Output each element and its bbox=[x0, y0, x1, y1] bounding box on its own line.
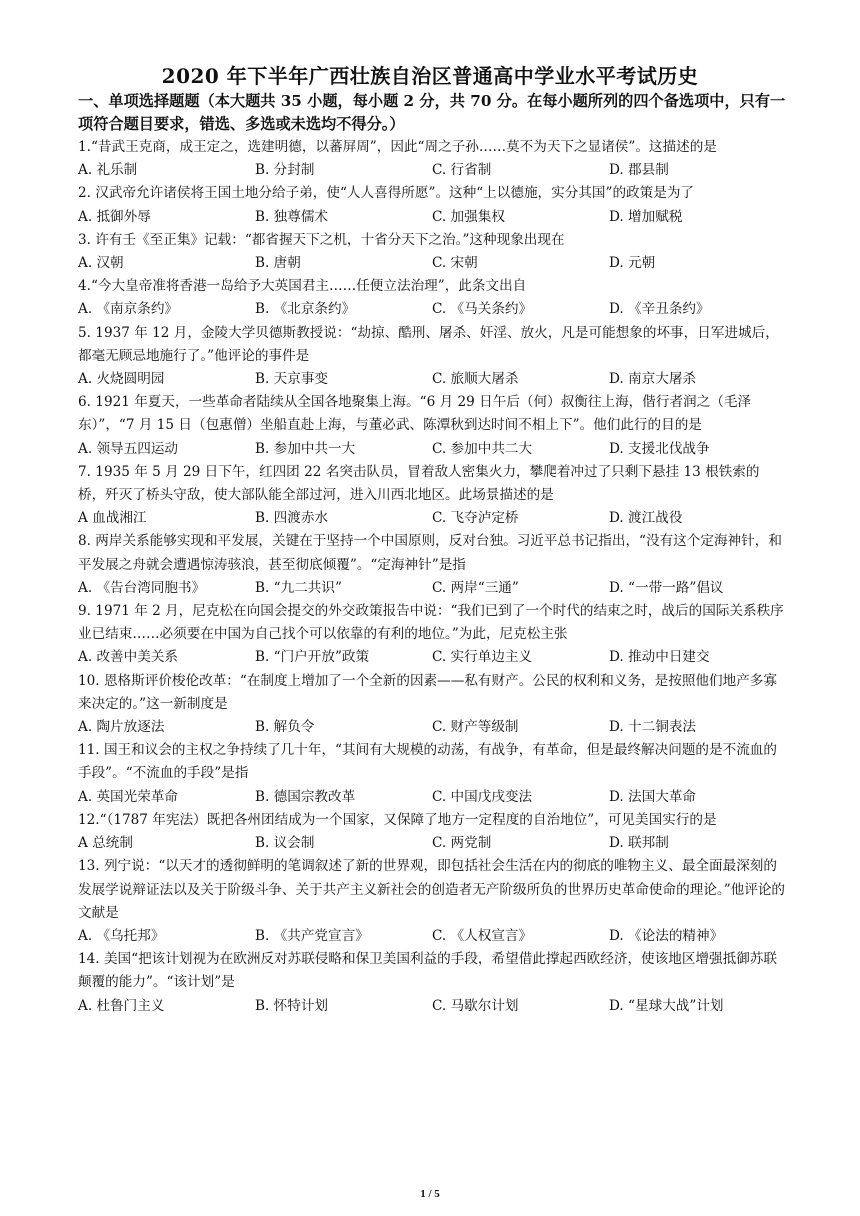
answer-options bbox=[78, 925, 786, 948]
option-c: C. 参加中共二大 bbox=[432, 440, 533, 457]
questions bbox=[78, 136, 786, 1018]
option-b: B. 四渡赤水 bbox=[255, 510, 329, 527]
page-number: 1 / 5 bbox=[420, 1188, 440, 1200]
question-stem: 12.“（1787 年宪法）既把各州团结成为一个国家，又保障了地方一定程度的自治地位”，可见美国实行的是 bbox=[78, 811, 717, 828]
question-13 bbox=[78, 855, 786, 948]
option-d: D. 推动中日建交 bbox=[609, 649, 710, 666]
question-9 bbox=[78, 600, 786, 670]
option-d: D. 支援北伐战争 bbox=[609, 440, 710, 457]
question-stem: 5. 1937 年 12 月，金陵大学贝德斯教授说：“劫掠、酷刑、屠杀、奸淫、放火，凡是可能想象的坏事，日军进城后，都毫无顾忌地施行了。”他评论的事件是 bbox=[78, 324, 779, 364]
option-a: A 总统制 bbox=[78, 835, 133, 852]
question-1 bbox=[78, 136, 786, 182]
option-c: C. 马歇尔计划 bbox=[432, 997, 519, 1014]
option-a: A 血战湘江 bbox=[78, 510, 147, 527]
option-a: A. 改善中美关系 bbox=[78, 649, 179, 666]
option-b: B. 唐朝 bbox=[255, 255, 301, 272]
option-c: C. 宋朝 bbox=[432, 255, 478, 272]
option-c: C. 两党制 bbox=[432, 835, 492, 852]
question-stem: 9. 1971 年 2 月，尼克松在向国会提交的外交政策报告中说：“我们已到了一个时代的结束之时，战后的国际关系秩序业已结束……必须要在中国为自己找个可以依靠的有利的地位。”为此，尼克松主张 bbox=[78, 603, 784, 643]
option-a: A. 杜鲁门主义 bbox=[78, 997, 165, 1014]
option-b: B. 天京事变 bbox=[255, 371, 329, 388]
option-b: B. 独尊儒术 bbox=[255, 208, 329, 225]
option-c: C. 中国戊戌变法 bbox=[432, 788, 533, 805]
question-2 bbox=[78, 182, 786, 228]
option-a: A. 陶片放逐法 bbox=[78, 719, 165, 736]
option-c: C. 《人权宣言》 bbox=[432, 927, 533, 944]
answer-options bbox=[78, 298, 786, 321]
option-b: B. “九二共识” bbox=[255, 579, 342, 596]
option-c: C. 《马关条约》 bbox=[432, 301, 533, 318]
question-stem: 13. 列宁说：“以天才的透彻鲜明的笔调叙述了新的世界观，即包括社会生活在内的彻底的唯物主义、最全面最深刻的发展学说辩证法以及关于阶级斗争、关于共产主义新社会的创造者无产阶级所负的世界历史革命使命的理论。”他评论的文献是 bbox=[78, 858, 786, 921]
option-a: A. 汉朝 bbox=[78, 255, 124, 272]
question-12 bbox=[78, 809, 786, 855]
option-b: B. 议会制 bbox=[255, 835, 315, 852]
question-4 bbox=[78, 275, 786, 321]
question-stem: 14. 美国“把该计划视为在欧洲反对苏联侵略和保卫美国利益的手段，希望借此撑起西欧经济，使该地区增强抵御苏联颠覆的能力”。“该计划”是 bbox=[78, 951, 777, 991]
option-d: D. 《辛丑条约》 bbox=[609, 301, 710, 318]
question-11 bbox=[78, 739, 786, 809]
option-d: D. 南京大屠杀 bbox=[609, 371, 697, 388]
option-b: B. 怀特计划 bbox=[255, 997, 329, 1014]
answer-options bbox=[78, 438, 786, 461]
question-6 bbox=[78, 391, 786, 461]
question-14 bbox=[78, 948, 786, 1018]
option-c: C. 行省制 bbox=[432, 162, 492, 179]
answer-options bbox=[78, 368, 786, 391]
answer-options bbox=[78, 507, 786, 530]
option-b: B. “门户开放”政策 bbox=[255, 649, 370, 666]
answer-options bbox=[78, 252, 786, 275]
option-d: D. 《论法的精神》 bbox=[609, 927, 724, 944]
answer-options bbox=[78, 159, 786, 182]
option-d: D. “星球大战”计划 bbox=[609, 997, 724, 1014]
option-d: D. 郡县制 bbox=[609, 162, 669, 179]
option-d: D. 联邦制 bbox=[609, 835, 669, 852]
question-stem: 11. 国王和议会的主权之争持续了几十年，“其间有大规模的动荡，有战争，有革命，但是最终解决问题的是不流血的手段”。“不流血的手段”是指 bbox=[78, 742, 777, 782]
question-stem: 7. 1935 年 5 月 29 日下午，红四团 22 名突击队员，冒着敌人密集火力，攀爬着冲过了只剩下悬挂 13 根铁索的桥，歼灭了桥头守敌，使大部队能全部过河，进入川西北地区。此场景描述的是 bbox=[78, 463, 760, 504]
question-list bbox=[78, 90, 786, 1018]
option-b: B. 《北京条约》 bbox=[255, 301, 356, 318]
option-a: A. 英国光荣革命 bbox=[78, 788, 179, 805]
answer-options bbox=[78, 832, 786, 855]
answer-options bbox=[78, 716, 786, 739]
question-stem: 3. 许有壬《至正集》记载：“都省握天下之机，十省分天下之治。”这种现象出现在 bbox=[78, 231, 565, 248]
option-a: A. 《告台湾同胞书》 bbox=[78, 579, 206, 596]
option-a: A. 《南京条约》 bbox=[78, 301, 179, 318]
question-stem: 1.“昔武王克商，成王定之，选建明德，以蕃屏周”，因此“周之子孙……莫不为天下之显诸侯”。这描述的是 bbox=[78, 139, 717, 155]
question-stem: 6. 1921 年夏天，一些革命者陆续从全国各地聚集上海。“6 月 29 日午后（何）叔衡往上海，偕行者润之（毛泽东）”，“7 月 15 日（包惠僧）坐船直赴上海，与董必武、陈潭秋到达时间不相上下”。他们此行的目的是 bbox=[78, 394, 752, 434]
answer-options bbox=[78, 206, 786, 229]
option-b: B. 解负令 bbox=[255, 719, 315, 736]
option-d: D. “一带一路”倡议 bbox=[609, 579, 724, 596]
option-b: B. 分封制 bbox=[255, 162, 315, 179]
option-c: C. 两岸“三通” bbox=[432, 579, 519, 596]
option-d: D. 元朝 bbox=[609, 255, 656, 272]
answer-options bbox=[78, 786, 786, 809]
option-a: A. 《乌托邦》 bbox=[78, 927, 165, 944]
section-instructions: 一、单项选择题题（本大题共 35 小题，每小题 2 分，共 70 分。在每小题所列的四个备选项中，只有一项符合题目要求，错选、多选或未选均不得分。） bbox=[78, 92, 786, 133]
option-b: B. 德国宗教改革 bbox=[255, 788, 356, 805]
answer-options bbox=[78, 995, 786, 1018]
option-c: C. 加强集权 bbox=[432, 208, 505, 225]
question-stem: 10. 恩格斯评价梭伦改革：“在制度上增加了一个全新的因素——私有财产。公民的权利和义务，是按照他们地产多寡来决定的。”这一新制度是 bbox=[78, 672, 777, 712]
option-a: A. 火烧圆明园 bbox=[78, 371, 165, 388]
question-8 bbox=[78, 530, 786, 600]
option-c: C. 实行单边主义 bbox=[432, 649, 533, 666]
question-10 bbox=[78, 670, 786, 740]
option-c: C. 飞夺泸定桥 bbox=[432, 510, 519, 527]
question-stem: 2. 汉武帝允许诸侯将王国土地分给子弟，使“人人喜得所愿”。这种“上以德施，实分其国”的政策是为了 bbox=[78, 185, 695, 202]
question-7 bbox=[78, 461, 786, 531]
option-c: C. 财产等级制 bbox=[432, 719, 519, 736]
option-d: D. 增加赋税 bbox=[609, 208, 683, 225]
option-b: B. 《共产党宣言》 bbox=[255, 927, 369, 944]
question-stem: 8. 两岸关系能够实现和平发展，关键在于坚持一个中国原则，反对台独。习近平总书记指出，“没有这个定海神针，和平发展之舟就会遭遇惊涛骇浪，甚至彻底倾覆”。“定海神针”是指 bbox=[78, 533, 782, 573]
option-a: A. 礼乐制 bbox=[78, 162, 138, 179]
option-a: A. 领导五四运动 bbox=[78, 440, 179, 457]
option-d: D. 十二铜表法 bbox=[609, 719, 697, 736]
option-a: A. 抵御外辱 bbox=[78, 208, 151, 225]
option-b: B. 参加中共一大 bbox=[255, 440, 356, 457]
answer-options bbox=[78, 646, 786, 669]
option-d: D. 法国大革命 bbox=[609, 788, 697, 805]
answer-options bbox=[78, 577, 786, 600]
question-3 bbox=[78, 229, 786, 275]
page-title: 2020 年下半年广西壮族自治区普通高中学业水平考试历史 bbox=[161, 64, 699, 88]
question-5 bbox=[78, 322, 786, 392]
option-d: D. 渡江战役 bbox=[609, 510, 683, 527]
option-c: C. 旅顺大屠杀 bbox=[432, 371, 519, 388]
question-stem: 4.“今大皇帝准将香港一岛给予大英国君主……任便立法治理”，此条文出自 bbox=[78, 278, 527, 295]
